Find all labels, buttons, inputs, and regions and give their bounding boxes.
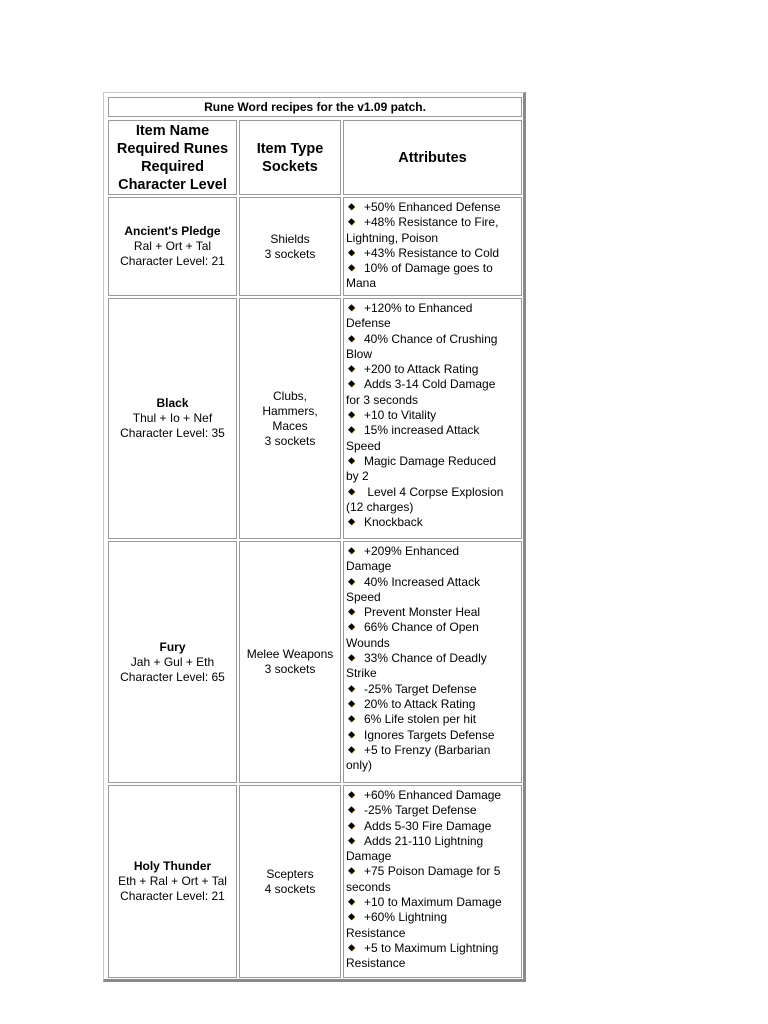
diamond-bullet-icon: ◆ <box>348 575 355 586</box>
attribute-text-line <box>346 439 519 454</box>
item-name-cell <box>108 541 237 783</box>
diamond-bullet-icon: ◆ <box>348 606 355 617</box>
attribute-text: +120% to Enhanced <box>364 301 473 315</box>
attribute-item <box>346 728 519 743</box>
attribute-text: 66% Chance of Open <box>364 620 479 635</box>
attribute-item <box>346 261 519 292</box>
attribute-text: +5 to Maximum Lightning <box>364 940 499 955</box>
attribute-text: Resistance <box>346 956 406 971</box>
attribute-text-line <box>346 941 519 956</box>
attribute-text-line <box>346 316 519 331</box>
attribute-text-line <box>346 956 519 971</box>
attribute-text: Prevent Monster Heal <box>364 605 481 620</box>
attribute-text: Strike <box>346 666 377 681</box>
item-type-line: Melee Weapons <box>246 647 334 661</box>
diamond-bullet-icon: ◆ <box>348 545 355 555</box>
attribute-text: Magic Damage Reduced <box>364 453 497 468</box>
attribute-text: +5 to Frenzy (Barbarian <box>364 742 491 757</box>
item-name-block <box>118 859 227 904</box>
attribute-text: Knockback <box>364 515 423 530</box>
attribute-text-line <box>346 276 519 291</box>
attribute-text-line <box>346 485 519 500</box>
attribute-text-line <box>346 544 519 559</box>
attribute-text-line <box>346 575 519 590</box>
attribute-item <box>346 834 519 865</box>
attribute-text: -25% Target Defense <box>364 803 477 818</box>
attribute-text: Damage <box>346 849 392 864</box>
attribute-text-line <box>346 605 519 620</box>
attribute-text-line <box>346 200 519 215</box>
diamond-bullet-icon: ◆ <box>348 454 355 465</box>
attribute-text-line <box>346 788 519 803</box>
attribute-text: only) <box>346 758 373 773</box>
diamond-bullet-icon: ◆ <box>348 424 355 435</box>
attribute-text-line <box>346 712 519 727</box>
attribute-text-line <box>346 895 519 910</box>
diamond-bullet-icon: ◆ <box>348 728 355 739</box>
attribute-item <box>346 332 519 363</box>
attribute-text-line <box>346 469 519 484</box>
caption-text: Rune Word recipes for the v1.09 patch. <box>204 100 426 114</box>
item-runes: Ral + Ort + Tal <box>133 239 212 253</box>
diamond-bullet-icon: ◆ <box>348 201 355 211</box>
item-name-block <box>120 396 225 441</box>
item-type-cell <box>239 298 341 539</box>
attribute-text: -25% Target Defense <box>364 681 477 696</box>
attribute-text-line <box>346 666 519 681</box>
attribute-item <box>346 605 519 620</box>
attribute-item <box>346 485 519 516</box>
attribute-text: +50% Enhanced Defense <box>364 200 501 214</box>
item-type-line: Clubs, <box>272 388 307 403</box>
attribute-text: +209% Enhanced <box>364 544 460 558</box>
attribute-text-line <box>346 620 519 635</box>
diamond-bullet-icon: ◆ <box>348 363 355 374</box>
attribute-text-line <box>346 332 519 347</box>
item-type-line: Maces <box>272 418 308 433</box>
attribute-text: 40% Chance of Crushing <box>364 331 498 346</box>
attribute-text-line <box>346 636 519 651</box>
attribute-item <box>346 544 519 575</box>
attributes-cell <box>343 197 522 296</box>
attributes-cell <box>343 785 522 978</box>
diamond-bullet-icon: ◆ <box>348 262 355 273</box>
header-item-type-line: Item Type <box>256 140 324 157</box>
attribute-text: +43% Resistance to Cold <box>364 245 500 260</box>
header-item-name-line: Required Runes <box>116 140 229 157</box>
attribute-text-line <box>346 682 519 697</box>
attribute-item <box>346 215 519 246</box>
attribute-text-line <box>346 819 519 834</box>
attribute-item <box>346 864 519 895</box>
attribute-text-line <box>346 880 519 895</box>
attribute-item <box>346 515 519 530</box>
item-name-cell <box>108 197 237 296</box>
attributes-cell <box>343 541 522 783</box>
attribute-text-line <box>346 246 519 261</box>
attribute-text-line <box>346 590 519 605</box>
attribute-text-line <box>346 559 519 574</box>
attribute-text: Speed <box>346 589 381 604</box>
item-name-block <box>120 640 225 685</box>
attribute-text: Level 4 Corpse Explosion <box>364 484 504 499</box>
item-type-block <box>265 232 316 262</box>
attribute-text-line <box>346 347 519 362</box>
diamond-bullet-icon: ◆ <box>348 789 355 799</box>
item-name: Fury <box>159 639 186 654</box>
attribute-item <box>346 941 519 972</box>
item-type-line: Scepters <box>266 866 314 881</box>
attribute-text-line <box>346 803 519 818</box>
item-name-cell <box>108 785 237 978</box>
attribute-text-line <box>346 393 519 408</box>
attribute-item <box>346 362 519 377</box>
attribute-text-line <box>346 261 519 276</box>
item-type-cell <box>239 541 341 783</box>
item-name: Holy Thunder <box>133 859 212 873</box>
attribute-text: 33% Chance of Deadly <box>364 651 487 666</box>
item-name: Black <box>156 396 189 410</box>
header-item-name-line: Character Level <box>118 176 227 193</box>
attribute-text: Damage <box>346 559 392 574</box>
item-runes: Eth + Ral + Ort + Tal <box>118 874 227 888</box>
attribute-item <box>346 712 519 727</box>
item-type-block <box>265 867 316 897</box>
header-item-name <box>108 120 237 195</box>
attribute-text: Wounds <box>346 635 390 650</box>
attributes-cell <box>343 298 522 539</box>
attribute-text-line <box>346 864 519 879</box>
header-item-type-line: Sockets <box>262 158 318 175</box>
attribute-text: Speed <box>346 438 381 453</box>
attribute-item <box>346 423 519 454</box>
attribute-text-line <box>346 743 519 758</box>
attribute-text: 15% increased Attack <box>364 423 480 438</box>
diamond-bullet-icon: ◆ <box>348 896 355 907</box>
diamond-bullet-icon: ◆ <box>348 652 355 663</box>
attribute-text: by 2 <box>346 469 369 484</box>
item-type-line: 3 sockets <box>264 662 316 676</box>
item-type-line: Shields <box>270 231 310 246</box>
diamond-bullet-icon: ◆ <box>348 682 355 693</box>
diamond-bullet-icon: ◆ <box>348 246 355 257</box>
attribute-text-line <box>346 215 519 230</box>
attribute-item <box>346 743 519 774</box>
item-type-line: Hammers, <box>262 403 318 418</box>
item-name-block <box>120 224 225 269</box>
attribute-text-line <box>346 377 519 392</box>
attribute-text-line <box>346 849 519 864</box>
attribute-item <box>346 819 519 834</box>
attribute-item <box>346 408 519 423</box>
attribute-item <box>346 651 519 682</box>
attribute-item <box>346 200 519 215</box>
header-item-type <box>239 120 341 195</box>
attribute-item <box>346 910 519 941</box>
attribute-item <box>346 575 519 606</box>
attribute-item <box>346 377 519 408</box>
attribute-item <box>346 454 519 485</box>
diamond-bullet-icon: ◆ <box>348 819 355 830</box>
item-type-block <box>262 389 317 449</box>
attribute-text: +48% Resistance to Fire, <box>364 215 499 230</box>
attribute-text: +60% Lightning <box>364 910 448 925</box>
attribute-item <box>346 620 519 651</box>
diamond-bullet-icon: ◆ <box>348 941 355 952</box>
item-type-block <box>247 647 334 677</box>
attribute-text: +10 to Maximum Damage <box>364 895 502 910</box>
item-type-cell <box>239 197 341 296</box>
item-type-cell <box>239 785 341 978</box>
attribute-text-line <box>346 758 519 773</box>
attribute-item <box>346 682 519 697</box>
rune-word-table <box>103 92 526 982</box>
header-attributes-text: Attributes <box>398 149 467 166</box>
attribute-text: +10 to Vitality <box>364 408 437 423</box>
diamond-bullet-icon: ◆ <box>348 378 355 389</box>
diamond-bullet-icon: ◆ <box>348 332 355 343</box>
diamond-bullet-icon: ◆ <box>348 804 355 815</box>
attribute-text-line <box>346 408 519 423</box>
attribute-text: 10% of Damage goes to <box>364 261 493 276</box>
attribute-text-line <box>346 500 519 515</box>
attribute-text: Resistance <box>346 925 406 940</box>
attribute-text-line <box>346 515 519 530</box>
attribute-text-line <box>346 423 519 438</box>
attribute-text: +75 Poison Damage for 5 <box>364 864 501 879</box>
item-level: Character Level: 35 <box>120 426 225 440</box>
header-item-name-line: Required <box>141 158 204 175</box>
attribute-text: Ignores Targets Defense <box>364 727 495 742</box>
attribute-item <box>346 788 519 803</box>
attribute-text-line <box>346 301 519 316</box>
item-name-cell <box>108 298 237 539</box>
header-item-name-line: Item Name <box>135 122 210 139</box>
attribute-text-line <box>346 910 519 925</box>
attribute-item <box>346 301 519 332</box>
attribute-text: Mana <box>346 276 377 291</box>
diamond-bullet-icon: ◆ <box>348 621 355 632</box>
diamond-bullet-icon: ◆ <box>348 834 355 845</box>
attribute-text-line <box>346 362 519 377</box>
attribute-text: +60% Enhanced Damage <box>364 788 502 802</box>
attribute-text: Blow <box>346 346 373 361</box>
item-type-line: 3 sockets <box>264 433 316 448</box>
diamond-bullet-icon: ◆ <box>348 911 355 922</box>
attribute-text: Adds 3-14 Cold Damage <box>364 377 496 392</box>
attribute-text-line <box>346 834 519 849</box>
attribute-text: Adds 5-30 Fire Damage <box>364 818 492 833</box>
attribute-text: +200 to Attack Rating <box>364 362 479 377</box>
item-runes: Thul + Io + Nef <box>132 411 213 425</box>
attribute-text: Lightning, Poison <box>346 230 439 245</box>
diamond-bullet-icon: ◆ <box>348 697 355 708</box>
attribute-text: seconds <box>346 879 391 894</box>
diamond-bullet-icon: ◆ <box>348 216 355 227</box>
table-caption <box>108 97 522 117</box>
diamond-bullet-icon: ◆ <box>348 743 355 754</box>
item-type-line: 4 sockets <box>264 881 316 896</box>
attribute-text: for 3 seconds <box>346 392 419 407</box>
attribute-text: Defense <box>346 316 391 331</box>
attribute-text-line <box>346 926 519 941</box>
diamond-bullet-icon: ◆ <box>348 516 355 527</box>
item-level: Character Level: 65 <box>120 669 225 684</box>
attribute-text: 6% Life stolen per hit <box>364 712 477 727</box>
diamond-bullet-icon: ◆ <box>348 865 355 876</box>
diamond-bullet-icon: ◆ <box>348 302 355 312</box>
attribute-item <box>346 895 519 910</box>
attribute-text-line <box>346 651 519 666</box>
attribute-text-line <box>346 231 519 246</box>
attribute-text-line <box>346 697 519 712</box>
attribute-item <box>346 803 519 818</box>
item-level: Character Level: 21 <box>120 254 225 268</box>
diamond-bullet-icon: ◆ <box>348 485 355 496</box>
item-level: Character Level: 21 <box>120 889 225 903</box>
attribute-text-line <box>346 728 519 743</box>
diamond-bullet-icon: ◆ <box>348 409 355 420</box>
attribute-text-line <box>346 454 519 469</box>
attribute-text: 20% to Attack Rating <box>364 696 476 711</box>
item-runes: Jah + Gul + Eth <box>130 654 215 669</box>
item-name: Ancient's Pledge <box>124 224 221 238</box>
attribute-item <box>346 697 519 712</box>
attribute-text: Adds 21-110 Lightning <box>364 833 484 848</box>
attribute-text: 40% Increased Attack <box>364 574 481 589</box>
header-attributes <box>343 120 522 195</box>
attribute-text: (12 charges) <box>346 499 414 514</box>
attribute-item <box>346 246 519 261</box>
item-type-line: 3 sockets <box>264 246 316 261</box>
diamond-bullet-icon: ◆ <box>348 713 355 724</box>
